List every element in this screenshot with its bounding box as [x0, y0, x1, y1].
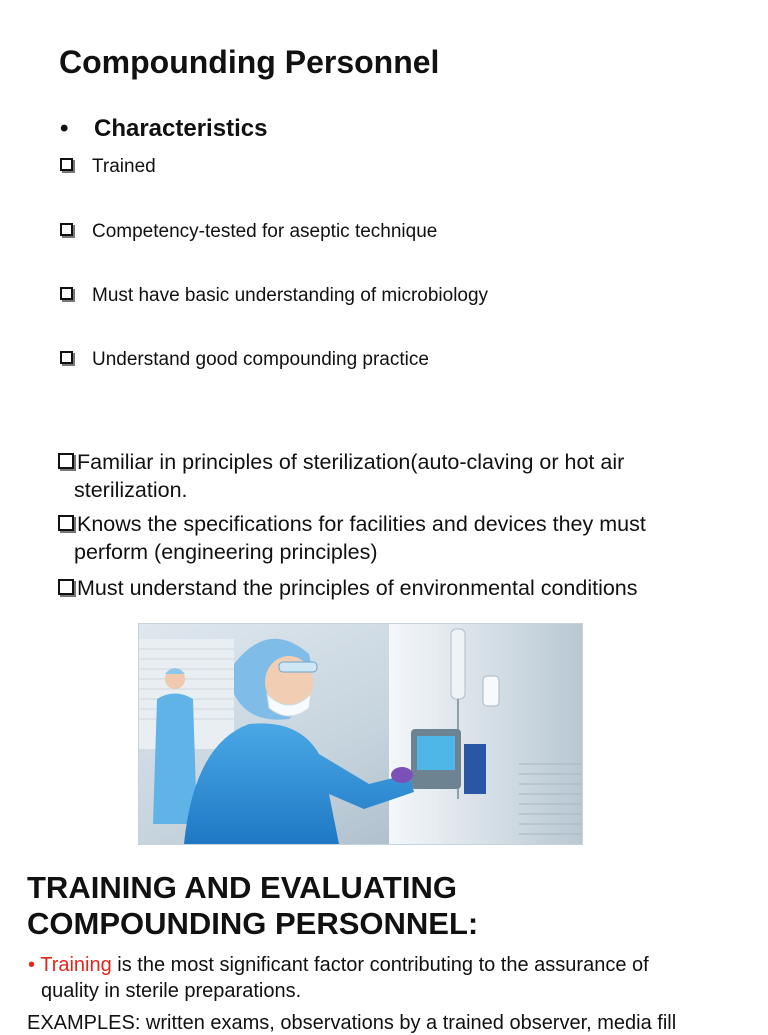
training-paragraph — [28, 952, 748, 1004]
list-item — [60, 349, 429, 371]
list-item — [60, 285, 488, 307]
examples-text: EXAMPLES: written exams, observations by a trained observer, media fill — [27, 1012, 677, 1034]
list-item — [60, 156, 156, 178]
section-heading — [27, 870, 478, 942]
list-item-text: Must have basic understanding of microbiology — [92, 285, 489, 306]
training-text: is the most significant factor contributing to the assurance of — [111, 954, 649, 976]
cleanroom-illustration — [139, 624, 582, 844]
list-item-text: Familiar in principles of sterilization(auto-claving or hot air — [77, 450, 625, 474]
list-item-continuation: sterilization. — [74, 478, 188, 502]
list-item-continuation: perform (engineering principles) — [74, 540, 378, 564]
characteristics-label: Characteristics — [94, 115, 268, 142]
checkbox-square-icon — [58, 453, 74, 469]
list-item — [60, 221, 437, 243]
characteristics-heading — [60, 115, 267, 143]
checkbox-square-icon — [58, 515, 74, 531]
list-item — [58, 448, 748, 504]
list-item-text: Understand good compounding practice — [92, 349, 429, 370]
checkbox-square-icon — [60, 223, 73, 236]
list-item-text: Must understand the principles of environmental conditions — [77, 576, 638, 600]
page-title: Compounding Personnel — [59, 44, 440, 80]
list-item-text: Competency-tested for aseptic technique — [92, 221, 438, 242]
list-item — [58, 574, 748, 602]
cleanroom-photo — [138, 623, 583, 845]
list-item-text: Trained — [92, 156, 156, 177]
list-item — [58, 510, 748, 566]
section-heading-line: COMPOUNDING PERSONNEL: — [27, 906, 479, 941]
training-text-continuation: quality in sterile preparations. — [41, 980, 302, 1002]
list-item-text: Knows the specifications for facilities and devices they must — [77, 512, 646, 536]
checkbox-square-icon — [60, 351, 73, 364]
section-heading-line: TRAINING AND EVALUATING — [27, 870, 457, 905]
checkbox-square-icon — [60, 287, 73, 300]
bullet-dot: • — [28, 954, 36, 976]
bullet-dot: • — [60, 115, 69, 142]
training-keyword: Training — [40, 954, 112, 976]
checkbox-square-icon — [60, 158, 73, 171]
checkbox-square-icon — [58, 579, 74, 595]
